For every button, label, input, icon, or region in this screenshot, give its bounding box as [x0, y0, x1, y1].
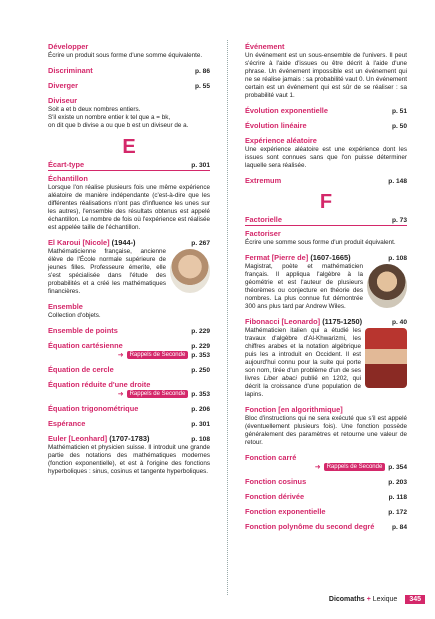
footer-section: Lexique [372, 596, 398, 603]
definition-line: S'il existe un nombre entier k tel que a = bk, [48, 114, 171, 121]
page-ref: p. 51 [391, 108, 407, 115]
arrow-right-icon: ➜ [314, 464, 321, 471]
entry-term: Développer [48, 42, 89, 51]
page-ref: p. 73 [391, 217, 407, 224]
entry-definition: Magistrat, poète et mathématicien français. Il appliqua l'algèbre à la géométrie et est l'auteur de plusieurs théorèmes ou conjecture en théorie des nombres. La plus connue fut démontrée 300 ans plus tard par Andrew Wiles. [245, 263, 363, 310]
page-ref: p. 108 [388, 255, 407, 262]
entry-equation-cercle [48, 365, 210, 374]
entry-term: Évolution linéaire [245, 121, 307, 130]
entry-developper [48, 42, 210, 60]
entry-experience-aleatoire [245, 136, 407, 170]
entry-fonction-algo [245, 405, 407, 447]
entry-term: Discriminant [48, 66, 93, 75]
entry-fonction-polynome [245, 522, 407, 531]
entry-fonction-exponentielle [245, 507, 407, 516]
entry-esperance [48, 419, 210, 428]
page-ref: p. 172 [388, 509, 407, 516]
entry-definition [245, 327, 361, 399]
entry-diverger [48, 81, 210, 90]
arrow-right-icon: ➜ [117, 391, 124, 398]
separator-line [48, 170, 210, 171]
entry-term: Espérance [48, 419, 86, 428]
entry-fermat [245, 253, 407, 311]
entry-header [48, 341, 210, 350]
page-ref: p. 353 [191, 390, 210, 398]
bio-block [245, 262, 407, 311]
page-number: 345 [405, 595, 425, 604]
entry-factorielle [245, 215, 407, 224]
entry-definition: Une expérience aléatoire est une expérience dont les issues sont connues sans que l'on puisse déterminer laquelle sera réalisée. [245, 146, 407, 169]
page-ref: p. 148 [388, 178, 407, 185]
rappel-reference[interactable] [48, 351, 210, 359]
entry-term: Fonction dérivée [245, 492, 305, 501]
entry-term: Fonction [en algorithmique] [245, 405, 343, 414]
entry-term [245, 253, 351, 262]
entry-header [245, 317, 407, 326]
section-letter-e: E [122, 136, 136, 158]
entry-evolution-exponentielle [245, 106, 407, 115]
rappel-tag: Rappels de Seconde [127, 351, 189, 359]
rappel-reference[interactable] [48, 390, 210, 398]
entry-term: Équation réduite d'une droite [48, 380, 151, 389]
entry-extremum [245, 176, 407, 185]
entry-ensemble [48, 302, 210, 320]
entry-term: Équation de cercle [48, 365, 114, 374]
entry-term: Factoriser [245, 229, 281, 238]
bio-block [48, 247, 210, 296]
entry-term: Équation cartésienne [48, 341, 123, 350]
entry-echantillon [48, 174, 210, 232]
page-ref: p. 50 [391, 123, 407, 130]
page-ref: p. 203 [388, 479, 407, 486]
entry-evolution-lineaire [245, 121, 407, 130]
entry-term: Expérience aléatoire [245, 136, 317, 145]
entry-fonction-cosinus [245, 477, 407, 486]
entry-discriminant [48, 66, 210, 75]
entry-euler [48, 434, 210, 476]
bio-block [245, 326, 407, 399]
page-ref: p. 55 [194, 83, 210, 90]
page-ref: p. 206 [191, 406, 210, 413]
right-column [245, 42, 407, 537]
rappel-reference[interactable] [245, 463, 407, 471]
column-divider [227, 40, 228, 595]
entry-evenement [245, 42, 407, 100]
entry-ecart-type [48, 160, 210, 169]
section-letter-f: F [319, 191, 333, 213]
entry-definition: Collection d'objets. [48, 312, 101, 319]
entry-term [48, 238, 136, 247]
entry-term: Fonction carré [245, 453, 297, 462]
page-ref: p. 86 [194, 68, 210, 75]
page-ref: p. 229 [191, 343, 210, 350]
entry-definition [48, 106, 210, 130]
person-name: Fermat [Pierre de] [245, 253, 309, 262]
entry-diviseur [48, 96, 210, 130]
entry-term [48, 434, 149, 443]
page-ref: p. 40 [391, 319, 407, 326]
entry-definition: Lorsque l'on réalise plusieurs fois une même expérience aléatoire de manière indépendante (c'est-à-dire que les différentes réalisations n'ont pas d'influence les unes sur les autres), l'ensemble des résultats obtenus est appelé échantillon. Le nombre de fois où l'expérience est réalisée est appelée taille de l'échantillon. [48, 184, 210, 231]
entry-definition: Écrire une somme sous forme d'un produit équivalent. [245, 239, 396, 246]
entry-term [245, 317, 362, 326]
page-ref: p. 354 [388, 463, 407, 471]
footer-plus: + [366, 596, 371, 603]
definition-line: Soit a et b deux nombres entiers. [48, 106, 141, 113]
footer-brand: Dicomaths [328, 596, 365, 603]
person-name: El Karoui [Nicole] [48, 238, 110, 247]
entry-definition: Bloc d'instructions qui ne sera exécuté que s'il est appelé (éventuellement plusieurs fois). Une fonction possède généralement des paramètres et retourne une valeur de retour. [245, 415, 407, 446]
entry-fonction-derivee [245, 492, 407, 501]
entry-term: Extremum [245, 176, 282, 185]
entry-equation-trigo [48, 404, 210, 413]
portrait-image [367, 264, 407, 308]
book-title: Liber abaci [263, 375, 297, 382]
definition-text: publié en 1202, qui décrit la croissance d'une population de lapins. [245, 375, 362, 398]
entry-term: Écart-type [48, 160, 85, 169]
entry-el-karoui [48, 238, 210, 296]
entry-term: Ensemble [48, 302, 83, 311]
entry-header [48, 238, 210, 247]
person-name: Euler [Leonhard] [48, 434, 108, 443]
portrait-image [170, 249, 210, 293]
entry-term: Événement [245, 42, 285, 51]
entry-term: Équation trigonométrique [48, 404, 139, 413]
entry-header [48, 434, 210, 443]
definition-line: on dit que b divise a ou que b est un diviseur de a. [48, 122, 189, 129]
rappel-tag: Rappels de Seconde [324, 463, 386, 471]
entry-term: Fonction cosinus [245, 477, 307, 486]
entry-factoriser [245, 229, 407, 247]
arrow-right-icon: ➜ [117, 352, 124, 359]
entry-term: Diviseur [48, 96, 78, 105]
entry-definition: Mathématicienne française, ancienne élève de l'École normale supérieure de jeunes filles. Professeure émerite, elle s'est spécialisée dans l'étude des probabilités et a créé les mathématiques financières. [48, 248, 166, 295]
entry-fonction-carre [245, 453, 407, 471]
person-dates: (1607-1665) [310, 253, 351, 262]
entry-header [245, 253, 407, 262]
left-column [48, 42, 210, 482]
person-dates: (1944-) [111, 238, 136, 247]
entry-term: Factorielle [245, 215, 282, 224]
entry-term: Ensemble de points [48, 326, 118, 335]
entry-term: Évolution exponentielle [245, 106, 328, 115]
page-ref: p. 301 [191, 421, 210, 428]
page-ref: p. 250 [191, 367, 210, 374]
entry-definition: Un événement est un sous-ensemble de l'univers. Il peut s'écrire à l'aide d'issues ou être décrit à l'aide d'une phrase. Un événement impossible est un événement qui ne se réalise jamais : sa probabilité vaut 0. Un événement certain est un événement qui est sûr de se réaliser : sa probabilité vaut 1. [245, 52, 407, 99]
entry-term: Échantillon [48, 174, 88, 183]
separator-line [245, 225, 407, 226]
page-ref: p. 118 [388, 494, 407, 501]
entry-equation-cartesienne [48, 341, 210, 359]
entry-term: Fonction exponentielle [245, 507, 326, 516]
page-ref: p. 301 [191, 162, 210, 169]
rappel-tag: Rappels de Seconde [127, 390, 189, 398]
page-ref: p. 267 [191, 240, 210, 247]
page-ref: p. 353 [191, 351, 210, 359]
definition-text: Mathématicien italien qui a étudié les travaux d'algèbre d'Al-Khwarizmi, les chiffres arabes et la notation algébrique puis les a introduit en Occident. Il est aujourd'hui connu pour la suite qui porte son nom, tirée d'un problème d'un de ses livres [245, 327, 361, 382]
entry-term: Diverger [48, 81, 78, 90]
person-dates: (1175-1250) [322, 317, 363, 326]
page-ref: p. 108 [191, 436, 210, 443]
entry-fibonacci [245, 317, 407, 399]
portrait-image [365, 328, 407, 388]
person-dates: (1707-1783) [109, 434, 150, 443]
person-name: Fibonacci [Leonardo] [245, 317, 321, 326]
entry-ensemble-points [48, 326, 210, 335]
page-footer [329, 596, 425, 603]
entry-definition: Écrire un produit sous forme d'une somme équivalente. [48, 52, 203, 59]
entry-term: Fonction polynôme du second degré [245, 522, 375, 531]
entry-equation-droite [48, 380, 210, 398]
entry-definition: Mathématicien et physicien suisse. Il introduit une grande partie des notations des mathématiques modernes (fonction exponentielle), et est à l'origine des fonctions hyperboliques : sinus, cosinus et tangente hyperboliques. [48, 444, 210, 475]
page-ref: p. 84 [391, 524, 407, 531]
page-ref: p. 229 [191, 328, 210, 335]
